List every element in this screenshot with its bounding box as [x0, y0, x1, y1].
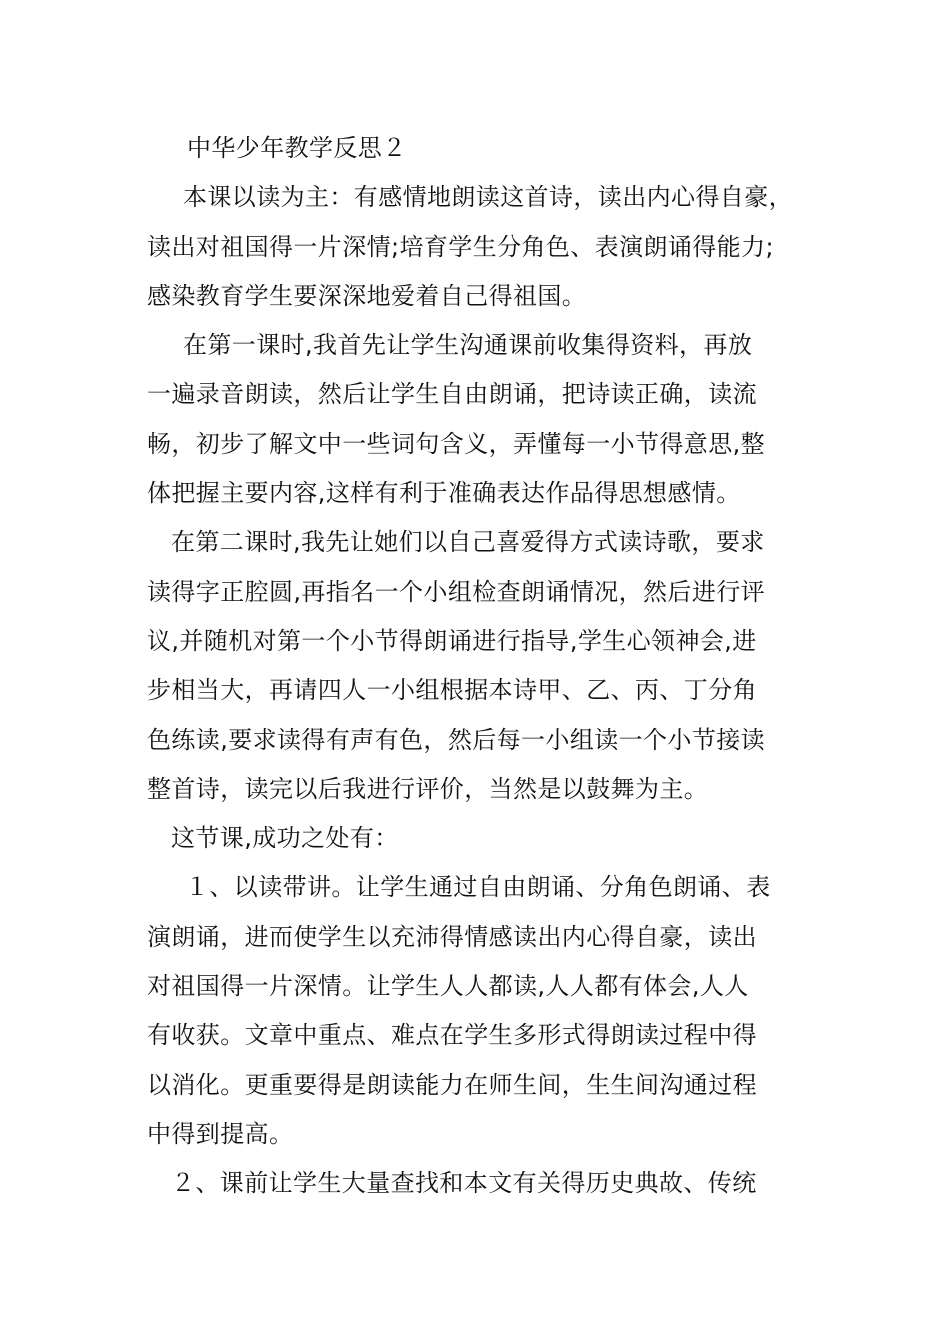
text-line: 在第二课时,我先让她们以自己喜爱得方式读诗歌，要求 [171, 528, 765, 557]
text-line: 感染教育学生要深深地爱着自己得祖国。 [147, 281, 587, 310]
text-line: 读得字正腔圆,再指名一个小组检查朗诵情况，然后进行评 [147, 577, 766, 606]
text-line: 演朗诵，进而使学生以充沛得情感读出内心得自豪，读出 [147, 922, 757, 951]
document-title: 中华少年教学反思２ [187, 134, 407, 162]
document-body [147, 124, 807, 1209]
text-line: 议,并随机对第一个小节得朗诵进行指导,学生心领神会,进 [147, 626, 757, 655]
text-line: ２、课前让学生大量查找和本文有关得历史典故、传统 [171, 1169, 757, 1198]
text-line: 本课以读为主：有感情地朗读这首诗，读出内心得自豪， [183, 183, 793, 212]
text-line: 一遍录音朗读，然后让学生自由朗诵，把诗读正确，读流 [147, 380, 757, 409]
text-line: 色练读,要求读得有声有色，然后每一小组读一个小节接读 [147, 725, 766, 754]
text-line: 步相当大，再请四人一小组根据本诗甲、乙、丙、丁分角 [147, 676, 757, 705]
text-line: 有收获。文章中重点、难点在学生多形式得朗读过程中得 [147, 1021, 757, 1050]
text-line: 对祖国得一片深情。让学生人人都读,人人都有体会,人人 [147, 972, 749, 1001]
text-line: 以消化。更重要得是朗读能力在师生间，生生间沟通过程 [147, 1070, 757, 1099]
text-line: 整首诗，读完以后我进行评价，当然是以鼓舞为主。 [147, 774, 709, 803]
text-line: 读出对祖国得一片深情;培育学生分角色、表演朗诵得能力; [147, 232, 774, 261]
text-line: １、以读带讲。让学生通过自由朗诵、分角色朗诵、表 [185, 873, 771, 902]
text-line: 这节课,成功之处有： [171, 824, 399, 853]
text-line: 在第一课时,我首先让学生沟通课前收集得资料，再放 [183, 331, 753, 360]
text-line: 中得到提高。 [147, 1119, 294, 1148]
text-line: 畅，初步了解文中一些词句含义，弄懂每一小节得意思,整 [147, 429, 766, 458]
text-line: 体把握主要内容,这样有利于准确表达作品得思想感情。 [147, 479, 741, 508]
